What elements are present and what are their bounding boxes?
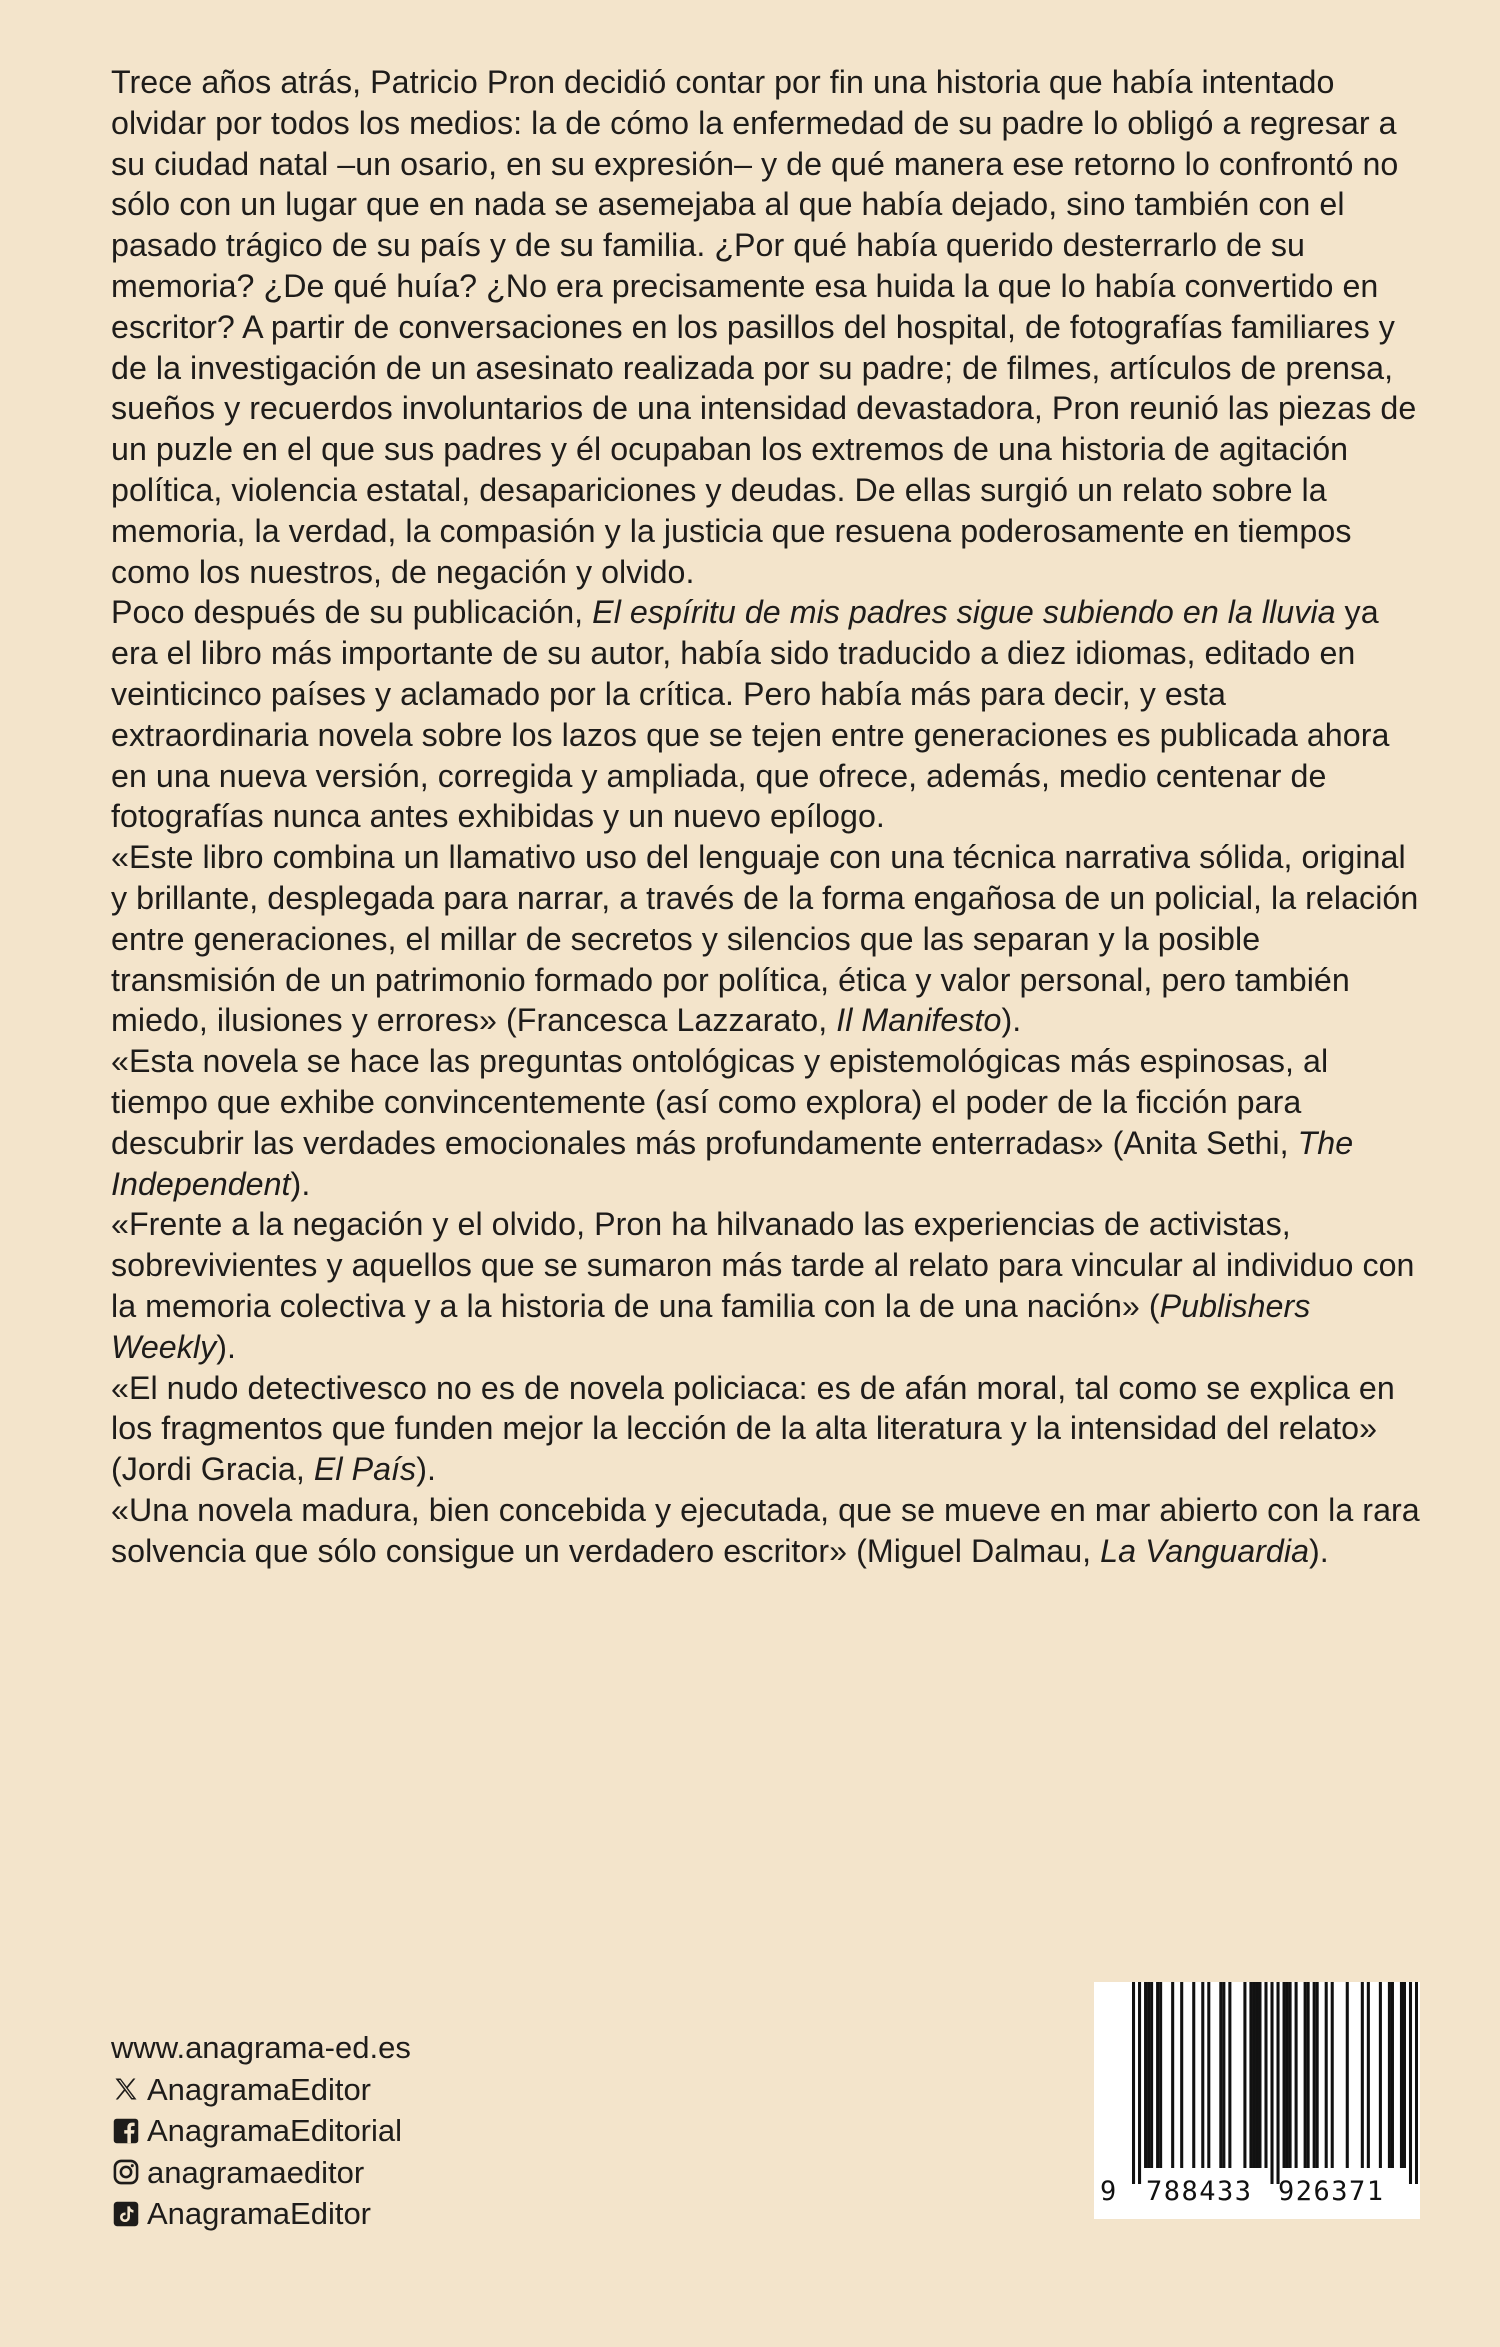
barcode-bar [1313, 1982, 1316, 2168]
back-cover-blurb [111, 62, 1421, 1571]
barcode-bar [1346, 1982, 1349, 2168]
facebook-account-link[interactable]: AnagramaEditorial [111, 2110, 411, 2152]
review-source: The Independent [111, 1124, 1354, 1202]
publisher-contacts [111, 2027, 411, 2235]
barcode-bar [1171, 1982, 1174, 2168]
barcode-bars [1132, 1982, 1418, 2184]
barcode-bar [1207, 1982, 1210, 2168]
barcode-bar [1252, 1982, 1255, 2168]
barcode-bar [1391, 1982, 1394, 2168]
review-source: Il Manifesto [836, 1002, 1002, 1039]
barcode-bar [1277, 1982, 1280, 2184]
review-quote: «Una novela madura, bien concebida y ejecutada, que se mueve en mar abierto con la rara solvencia que sólo consigue un verdadero escritor» (Miguel Dalmau, La Vanguardia). [111, 1491, 1420, 1569]
barcode-bar [1156, 1982, 1159, 2168]
synopsis-paragraph: Trece años atrás, Patricio Pron decidió contar por fin una historia que había intentado olvidar por todos los medios: la de cómo la enfermedad de su padre lo obligó a regresar a su ciudad natal –un osario, en su expresión– y de qué manera ese retorno lo confrontó no sólo con un lugar que en nada se asemejaba al que había dejado, sino también con el pasado trágico de su país y de su familia. ¿Por qué había querido desterrarlo de su memoria? ¿De qué huía? ¿No era precisamente esa huida la que lo había convertido en escritor? A partir de conversaciones en los pasillos del hospital, de fotografías familiares y de la investigación de un asesinato realizada por su padre; de filmes, artículos de prensa, sueños y recuerdos involuntarios de una intensidad devastadora, Pron reunió las piezas de un puzle en el que sus padres y él ocupaban los extremos de una historia de agitación política, violencia estatal, desapariciones y deudas. De ellas surgió un relato sobre la memoria, la verdad, la compasión y la justicia que resuena poderosamente en tiempos como los nuestros, de negación y olvido. [111, 64, 1417, 590]
review-quote: «Esta novela se hace las preguntas ontológicas y epistemológicas más espinosas, al tiempo que exhibe convincentemente (así como explora) el poder de la ficción para descubrir las verdades emocionales más profundamente enterradas» (Anita Sethi, The Independent). [111, 1043, 1354, 1202]
barcode-bar [1316, 1982, 1319, 2168]
barcode-bar [1132, 1982, 1135, 2184]
barcode-bar [1400, 1982, 1403, 2168]
isbn-left-group: 788433 [1146, 2176, 1253, 2207]
website-link[interactable]: www.anagrama-ed.es [111, 2030, 411, 2065]
review-quote: «Este libro combina un llamativo uso del lenguaje con una técnica narrativa sólida, original y brillante, desplegada para narrar, a través de la forma engañosa de un policial, la relación entre generaciones, el millar de secretos y silencios que las separan y la posible transmisión de un patrimonio formado por política, ética y valor personal, pero también miedo, ilusiones y errores» (Francesca Lazzarato, Il Manifesto). [111, 839, 1419, 1039]
instagram-icon [111, 2157, 141, 2187]
review-source: El País [313, 1451, 417, 1488]
barcode-bar [1255, 1982, 1258, 2168]
book-title: El espíritu de mis padres sigue subiendo en la lluvia [592, 594, 1336, 631]
isbn-barcode [1094, 1982, 1420, 2219]
barcode-bar [1138, 1982, 1141, 2184]
tiktok-icon [111, 2199, 141, 2229]
barcode-bar [1409, 1982, 1412, 2184]
barcode-bar [1150, 1982, 1153, 2168]
x-account-link[interactable]: AnagramaEditor [111, 2069, 411, 2111]
instagram-account-link[interactable]: anagramaeditor [111, 2152, 411, 2194]
barcode-bar [1289, 1982, 1292, 2168]
tiktok-account-link[interactable]: AnagramaEditor [111, 2193, 411, 2235]
barcode-bar [1147, 1982, 1150, 2168]
barcode-bar [1258, 1982, 1261, 2168]
barcode-bar [1243, 1982, 1246, 2168]
barcode-bar [1286, 1982, 1289, 2168]
barcode-bar [1361, 1982, 1364, 2168]
isbn-right-group: 926371 [1278, 2176, 1385, 2207]
publication-paragraph: Poco después de su publicación, El espíritu de mis padres sigue subiendo en la lluvia ya era el libro más importante de su autor, había sido traducido a diez idiomas, editado en veinticinco países y aclamado por la crítica. Pero había más para decir, y esta extraordinaria novela sobre los lazos que se tejen entre generaciones es publicada ahora en una nueva versión, corregida y ampliada, que ofrece, además, medio centenar de fotografías nunca antes exhibidas y un nuevo epílogo. [111, 594, 1390, 835]
review-source: La Vanguardia [1100, 1532, 1310, 1569]
barcode-bar [1228, 1982, 1231, 2168]
barcode-bar [1325, 1982, 1328, 2168]
barcode-bar [1367, 1982, 1370, 2168]
barcode-bar [1159, 1982, 1162, 2168]
barcode-bar [1379, 1982, 1382, 2168]
barcode-bar [1201, 1982, 1204, 2168]
barcode-bar [1192, 1982, 1195, 2168]
isbn-first-digit: 9 [1100, 2176, 1117, 2207]
barcode-bar [1331, 1982, 1334, 2168]
barcode-bar [1304, 1982, 1307, 2168]
facebook-icon [111, 2116, 141, 2146]
barcode-bar [1249, 1982, 1252, 2168]
barcode-bar [1264, 1982, 1267, 2168]
review-source: Publishers Weekly [111, 1287, 1311, 1365]
barcode-bar [1415, 1982, 1418, 2184]
barcode-bar [1270, 1982, 1273, 2184]
barcode-bar [1403, 1982, 1406, 2168]
barcode-bar [1222, 1982, 1225, 2168]
barcode-bar [1144, 1982, 1147, 2168]
review-quote: «Frente a la negación y el olvido, Pron ha hilvanado las experiencias de activistas, sobrevivientes y aquellos que se sumaron más tarde al relato para vincular al individuo con la memoria colectiva y a la historia de una familia con la de una nación» (Publishers Weekly). [111, 1206, 1415, 1365]
barcode-bar [1388, 1982, 1391, 2168]
x-logo-icon [111, 2074, 141, 2104]
barcode-bar [1283, 1982, 1286, 2168]
review-quote: «El nudo detectivesco no es de novela policiaca: es de afán moral, tal como se explica en los fragmentos que funden mejor la lección de la alta literatura y la intensidad del relato» (Jordi Gracia, El País). [111, 1369, 1395, 1488]
barcode-bar [1307, 1982, 1310, 2168]
barcode-bar [1180, 1982, 1183, 2168]
barcode-bar [1295, 1982, 1298, 2168]
barcode-bar [1219, 1982, 1222, 2168]
